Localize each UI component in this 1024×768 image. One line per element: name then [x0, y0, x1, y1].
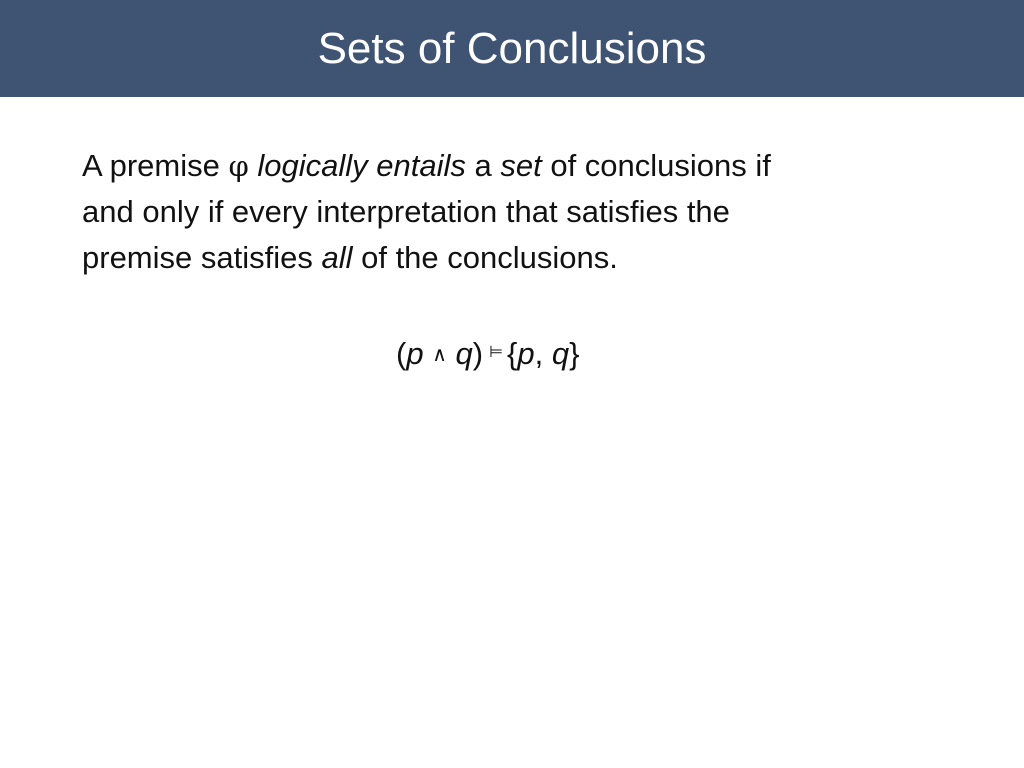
paragraph-line-1 — [82, 143, 962, 189]
entailment-formula — [396, 330, 756, 376]
formula-close-brace: } — [569, 336, 580, 371]
term-all: all — [321, 240, 353, 275]
entails-turnstile-icon: ⊨ — [489, 342, 503, 361]
term-logically-entails: logically entails — [257, 148, 466, 183]
formula-q: q — [455, 336, 473, 371]
definition-paragraph — [82, 143, 962, 281]
formula-set-p: p — [517, 336, 535, 371]
formula-open-paren: ( — [396, 336, 407, 371]
text-a-premise: A premise — [82, 148, 229, 183]
paragraph-line-3 — [82, 235, 962, 281]
text-premise-satisfies: premise satisfies — [82, 240, 322, 275]
paragraph-line-2: and only if every interpretation that satisfies the — [82, 194, 730, 229]
text-of-conclusions-if: of conclusions if — [541, 148, 771, 183]
formula-p: p — [406, 336, 424, 371]
and-operator-icon: ∧ — [432, 342, 447, 366]
text-a: a — [465, 148, 501, 183]
text-of-the-conclusions: of the conclusions. — [352, 240, 618, 275]
title-bar — [0, 0, 1024, 97]
formula-open-brace: { — [506, 336, 518, 371]
phi-symbol: φ — [228, 149, 249, 183]
formula-close-paren: ) — [472, 336, 484, 371]
term-set: set — [500, 148, 542, 183]
formula-set-q: q — [551, 336, 570, 371]
formula-comma: , — [534, 336, 552, 371]
slide-title: Sets of Conclusions — [317, 24, 707, 73]
